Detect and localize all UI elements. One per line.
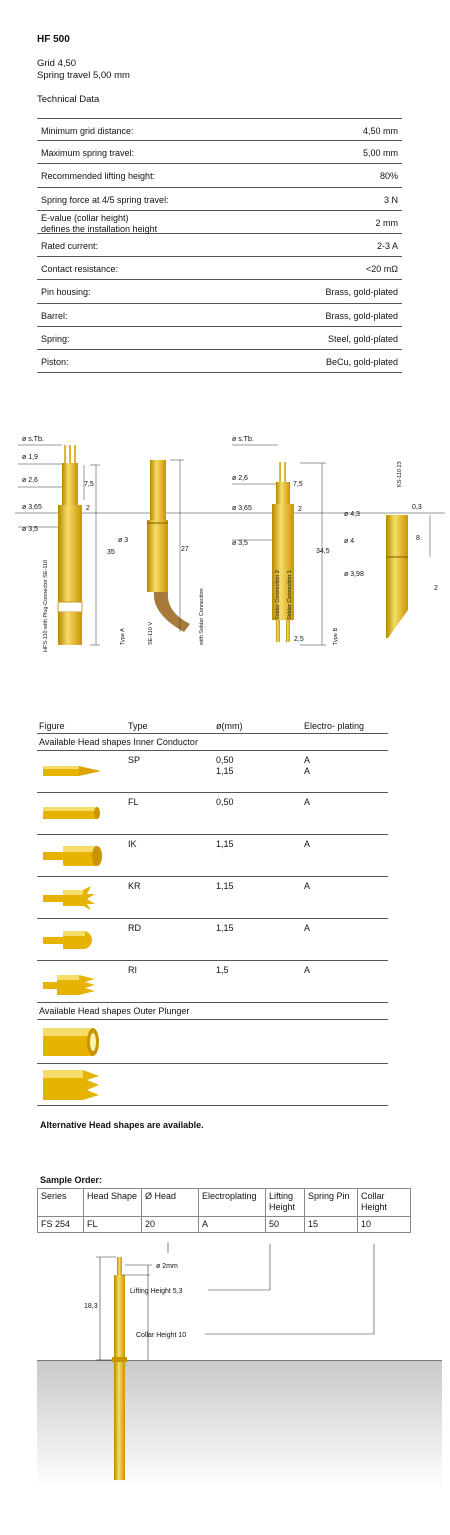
spec-row — [37, 350, 402, 373]
dim-label-c: ø 4,3 — [344, 511, 360, 518]
table-row — [37, 751, 388, 793]
col-figure: Figure — [39, 721, 65, 731]
spec-value: 3 N — [383, 194, 398, 205]
spec-row — [37, 280, 402, 303]
spec-row — [37, 188, 402, 211]
spec-value: BeCu, gold-plated — [325, 356, 398, 367]
dim-value-b: 7,5 — [293, 481, 303, 488]
table-row — [37, 1020, 388, 1064]
vertical-label-a: HFS-110 with Plug-Connector SE-110 — [43, 559, 49, 652]
plating-value: A — [304, 766, 311, 776]
table-row — [37, 919, 388, 961]
header-cell: Ø Head — [142, 1189, 199, 1217]
spec-label: Contact resistance: — [41, 264, 119, 275]
plating-cell: A — [304, 965, 311, 975]
dim-label-a: ø 2,6 — [22, 477, 38, 484]
header-cell: Electroplating — [199, 1189, 266, 1217]
spec-row — [37, 257, 402, 280]
spec-label: Spring force at 4/5 spring travel: — [41, 194, 169, 205]
sample-order-table — [37, 1188, 411, 1233]
section-label: Available Head shapes Inner Conductor — [39, 737, 198, 747]
diameter-cell — [216, 755, 234, 777]
plating-cell: A — [304, 881, 311, 891]
spec-value: Steel, gold-plated — [327, 333, 398, 344]
vertical-label-a: SE-110 V — [148, 621, 154, 645]
spec-value: 2 mm — [375, 217, 398, 228]
diameter-value: 0,50 — [216, 755, 234, 765]
spec-label: Barrel: — [41, 310, 68, 321]
dim-value-b: 2 — [298, 506, 302, 513]
dim-value-c: 8 — [416, 535, 420, 542]
spec-row — [37, 327, 402, 350]
header-cell: Head Shape — [84, 1189, 142, 1217]
type-cell: FL — [128, 797, 139, 807]
dim-value-c: 0,3 — [412, 504, 422, 511]
dim-label-b: ø 3,65 — [232, 505, 252, 512]
section-outer-plunger — [37, 1003, 388, 1020]
spec-label: Piston: — [41, 356, 69, 367]
col-type: Type — [128, 721, 148, 731]
leader-lines — [96, 1242, 374, 1360]
dim-value-a: 2 — [86, 505, 90, 512]
plating-value: A — [304, 755, 311, 765]
table-row — [38, 1217, 411, 1233]
spec-label — [41, 213, 157, 235]
value-cell: 20 — [142, 1217, 199, 1233]
spec-value: Brass, gold-plated — [325, 287, 398, 298]
technical-drawing — [0, 420, 450, 665]
type-cell: RD — [128, 923, 141, 933]
dim-label-b: ø s.Tb. — [232, 436, 254, 443]
diameter-label: ø 2mm — [156, 1263, 178, 1270]
dim-label-a: ø 3 — [118, 537, 129, 544]
dim-label-a: ø 3,5 — [22, 526, 38, 533]
dim-label-c: ø 3,98 — [344, 571, 364, 578]
value-cell: 10 — [358, 1217, 411, 1233]
spec-row — [37, 211, 402, 234]
outer-plunger-serrated-icon — [43, 1068, 103, 1102]
table-row — [37, 961, 388, 1003]
spec-value: 2-3 A — [376, 240, 398, 251]
vertical-label-b: KS-110 23 — [397, 461, 403, 487]
plating-cell: A — [304, 923, 311, 933]
value-cell: FL — [84, 1217, 142, 1233]
spec-label: Recommended lifting height: — [41, 171, 156, 182]
diameter-cell: 1,15 — [216, 839, 234, 849]
flat-tip-icon — [43, 805, 103, 821]
dim-label-c: ø 4 — [344, 538, 355, 545]
total-length-label: 18,3 — [84, 1303, 98, 1310]
serrated-tip-icon — [43, 971, 103, 999]
spec-value: <20 mΩ — [366, 264, 398, 275]
table-header — [38, 1189, 411, 1217]
dim-value-a: 35 — [107, 549, 115, 556]
pin-type-a — [58, 445, 82, 645]
spec-value: Brass, gold-plated — [325, 310, 398, 321]
diameter-cell: 1,15 — [216, 881, 234, 891]
spec-label-line2: defines the installation height — [41, 223, 158, 234]
diameter-value: 1,15 — [216, 766, 234, 776]
table-row — [37, 1064, 388, 1106]
type-cell: RI — [128, 965, 137, 975]
header-cell: Series — [38, 1189, 84, 1217]
dim-value-b: 2,5 — [294, 636, 304, 643]
outer-plunger — [386, 515, 408, 638]
table-row — [37, 877, 388, 919]
spec-label: Maximum spring travel: — [41, 148, 135, 159]
spec-value: 4,50 mm — [362, 126, 398, 136]
value-cell: FS 254 — [38, 1217, 84, 1233]
spring-travel-text: Spring travel 5,00 mm — [37, 70, 130, 81]
head-shapes-table — [37, 718, 388, 1106]
spec-row — [37, 164, 402, 187]
spec-row — [37, 118, 402, 141]
spec-value: 80% — [379, 171, 398, 182]
dim-value-a: 27 — [181, 546, 189, 553]
installation-drawing — [0, 1240, 450, 1485]
diameter-cell: 1,5 — [216, 965, 229, 975]
installed-pin — [112, 1257, 127, 1480]
lifting-height-label: Lifting Height 5,3 — [130, 1288, 183, 1295]
page-title: HF 500 — [37, 34, 70, 45]
section-label: Available Head shapes Outer Plunger — [39, 1006, 190, 1016]
vertical-label-b: Solder Connection 2 — [275, 570, 281, 620]
diameter-cell: 1,15 — [216, 923, 234, 933]
col-electroplating: Electro- plating — [304, 721, 365, 731]
spec-value: 5,00 mm — [362, 148, 398, 159]
table-row — [37, 793, 388, 835]
table-row — [37, 835, 388, 877]
dim-label-a: ø s.Tb. — [22, 436, 44, 443]
crown-tip-icon — [43, 885, 103, 911]
section-inner-conductor — [37, 734, 388, 751]
plating-cell: A — [304, 797, 311, 807]
type-cell: KR — [128, 881, 141, 891]
type-cell: IK — [128, 839, 137, 849]
collar-height-label: Collar Height 10 — [136, 1332, 187, 1339]
dim-label-a: ø 3,65 — [22, 504, 42, 511]
plating-cell: A — [304, 839, 311, 849]
concave-tip-icon — [43, 843, 103, 869]
outer-plunger-sleeve-icon — [43, 1026, 103, 1058]
spec-label: Rated current: — [41, 240, 99, 251]
sample-order-title: Sample Order: — [40, 1175, 103, 1185]
col-diameter: ø(mm) — [216, 721, 243, 731]
header-cell: Collar Height — [358, 1189, 411, 1217]
spec-label: Pin housing: — [41, 287, 91, 298]
spec-row — [37, 304, 402, 327]
dim-value-b: 34,5 — [316, 548, 330, 555]
dim-label-b: ø 3,5 — [232, 540, 248, 547]
spec-label-line1: E-value (collar height) — [41, 212, 129, 223]
plating-cell — [304, 755, 310, 777]
spec-row — [37, 141, 402, 164]
diameter-cell: 0,50 — [216, 797, 234, 807]
spear-tip-icon — [43, 763, 103, 779]
spec-row — [37, 234, 402, 257]
technical-data-heading: Technical Data — [37, 94, 100, 105]
vertical-label-b: Type B — [333, 627, 339, 645]
dim-value-c: 2 — [434, 585, 438, 592]
value-cell: 50 — [266, 1217, 305, 1233]
vertical-label-a: with Solder Connection — [199, 588, 205, 645]
spec-label: Spring: — [41, 333, 70, 344]
type-cell: SP — [128, 755, 141, 765]
round-tip-icon — [43, 927, 103, 953]
table-header — [37, 718, 388, 734]
value-cell: A — [199, 1217, 266, 1233]
value-cell: 15 — [305, 1217, 358, 1233]
vertical-label-a: Type A — [120, 628, 126, 645]
dim-value-a: 7,5 — [84, 481, 94, 488]
dim-label-a: ø 1,9 — [22, 454, 38, 461]
header-cell: Lifting Height — [266, 1189, 305, 1217]
vertical-label-b: Solder Connection 1 — [287, 570, 293, 620]
alternative-note: Alternative Head shapes are available. — [40, 1120, 204, 1130]
spec-table — [37, 118, 402, 373]
spec-label: Minimum grid distance: — [41, 126, 134, 136]
dim-label-b: ø 2,6 — [232, 475, 248, 482]
grid-text: Grid 4,50 — [37, 58, 77, 69]
header-cell: Spring Pin — [305, 1189, 358, 1217]
